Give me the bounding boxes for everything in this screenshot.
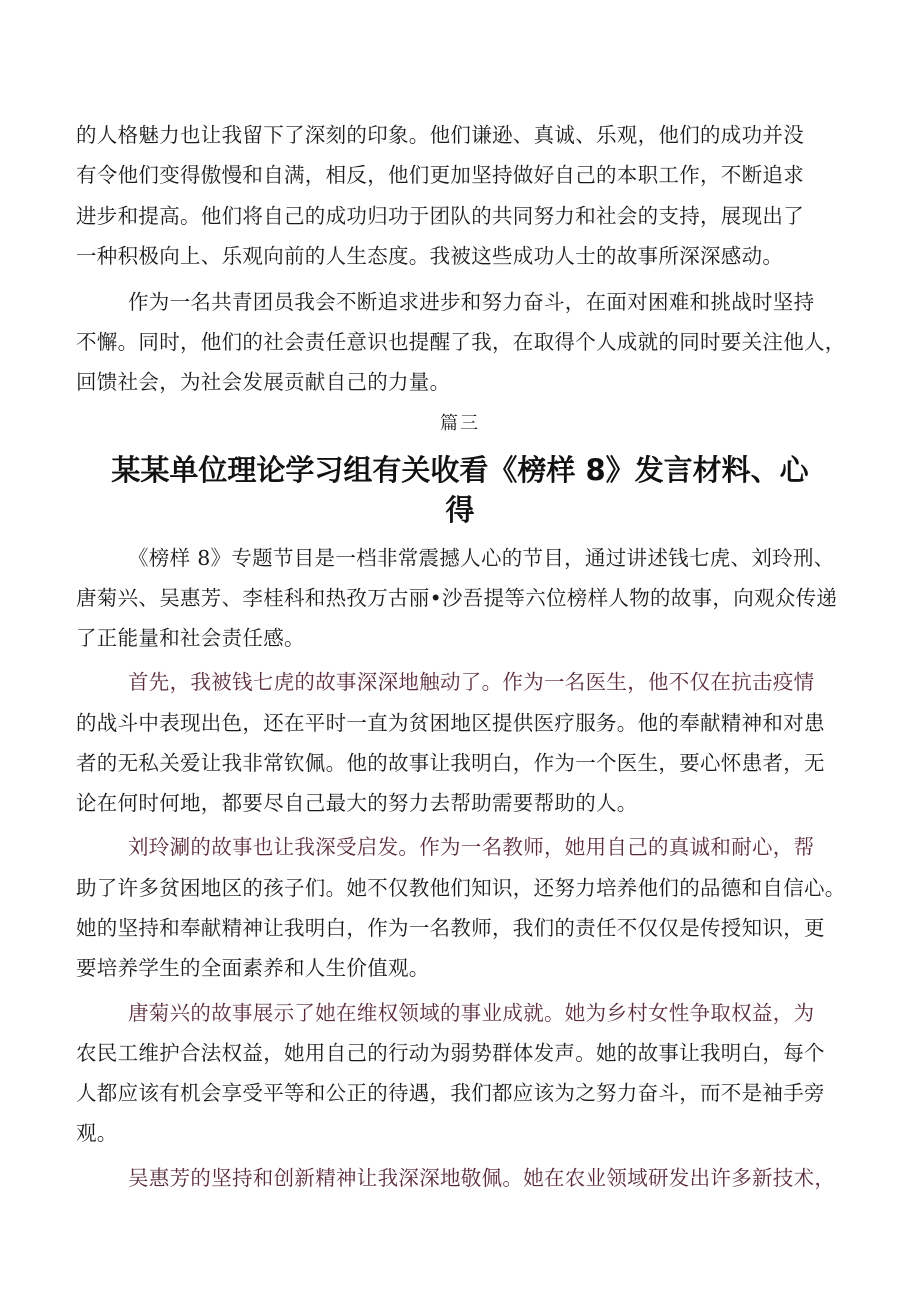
- text-line: 论在何时何地，都要尽自己最大的努力去帮助需要帮助的人。: [76, 791, 638, 815]
- text-line: 人都应该有机会享受平等和公正的待遇，我们都应该为之努力奋斗，而不是袖手旁: [76, 1081, 825, 1105]
- text-line: 者的无私关爱让我非常钦佩。他的故事让我明白，作为一个医生，要心怀患者，无: [76, 751, 825, 775]
- text-line: 了正能量和社会责任感。: [76, 626, 305, 650]
- text-line: 《榜样 8》专题节目是一档非常震撼人心的节目，通过讲述钱七虎、刘玲刑、: [128, 546, 835, 570]
- text-line: 观。: [76, 1121, 118, 1145]
- text-line: 唐菊兴、吴惠芳、李桂科和热孜万古丽•沙吾提等六位榜样人物的故事，向观众传递: [76, 586, 838, 610]
- section-marker: 篇三: [440, 413, 480, 434]
- text-line: 作为一名共青团员我会不断追求进步和努力奋斗，在面对困难和挑战时坚持: [128, 290, 815, 314]
- text-line: 一种积极向上、乐观向前的人生态度。我被这些成功人士的故事所深深感动。: [76, 244, 784, 268]
- text-line: 她的坚持和奉献精神让我明白，作为一名教师，我们的责任不仅仅是传授知识，更: [76, 916, 825, 940]
- text-line: 刘玲涮的故事也让我深受启发。作为一名教师，她用自己的真诚和耐心，帮: [128, 835, 815, 859]
- text-line: 有令他们变得傲慢和自满，相反，他们更加坚持做好自己的本职工作，不断追求: [76, 163, 804, 187]
- text-line: 唐菊兴的故事展示了她在维权领域的事业成就。她为乡村女性争取权益，为: [128, 1001, 815, 1025]
- text-line: 要培养学生的全面素养和人生价值观。: [76, 956, 430, 980]
- text-line: 回馈社会，为社会发展贡献自己的力量。: [76, 370, 451, 394]
- text-line: 的战斗中表现出色，还在平时一直为贫困地区提供医疗服务。他的奉献精神和对患: [76, 711, 825, 735]
- section-title: 某某单位理论学习组有关收看《榜样 8》发言材料、心: [111, 453, 809, 487]
- text-line: 不懈。同时，他们的社会责任意识也提醒了我，在取得个人成就的同时要关注他人，: [76, 330, 846, 354]
- text-line: 的人格魅力也让我留下了深刻的印象。他们谦逊、真诚、乐观，他们的成功并没: [76, 123, 804, 147]
- text-line: 助了许多贫困地区的孩子们。她不仅教他们知识，还努力培养他们的品德和自信心。: [76, 876, 846, 900]
- text-line: 农民工维护合法权益，她用自己的行动为弱势群体发声。她的故事让我明白，每个: [76, 1041, 825, 1065]
- text-line: 进步和提高。他们将自己的成功归功于团队的共同努力和社会的支持，展现出了: [76, 204, 804, 228]
- text-line: 吴惠芳的坚持和创新精神让我深深地敬佩。她在农业领域研发出许多新技术，: [128, 1166, 836, 1190]
- text-line: 首先，我被钱七虎的故事深深地触动了。作为一名医生，他不仅在抗击疫情: [128, 670, 815, 694]
- section-title-continuation: 得: [445, 493, 475, 527]
